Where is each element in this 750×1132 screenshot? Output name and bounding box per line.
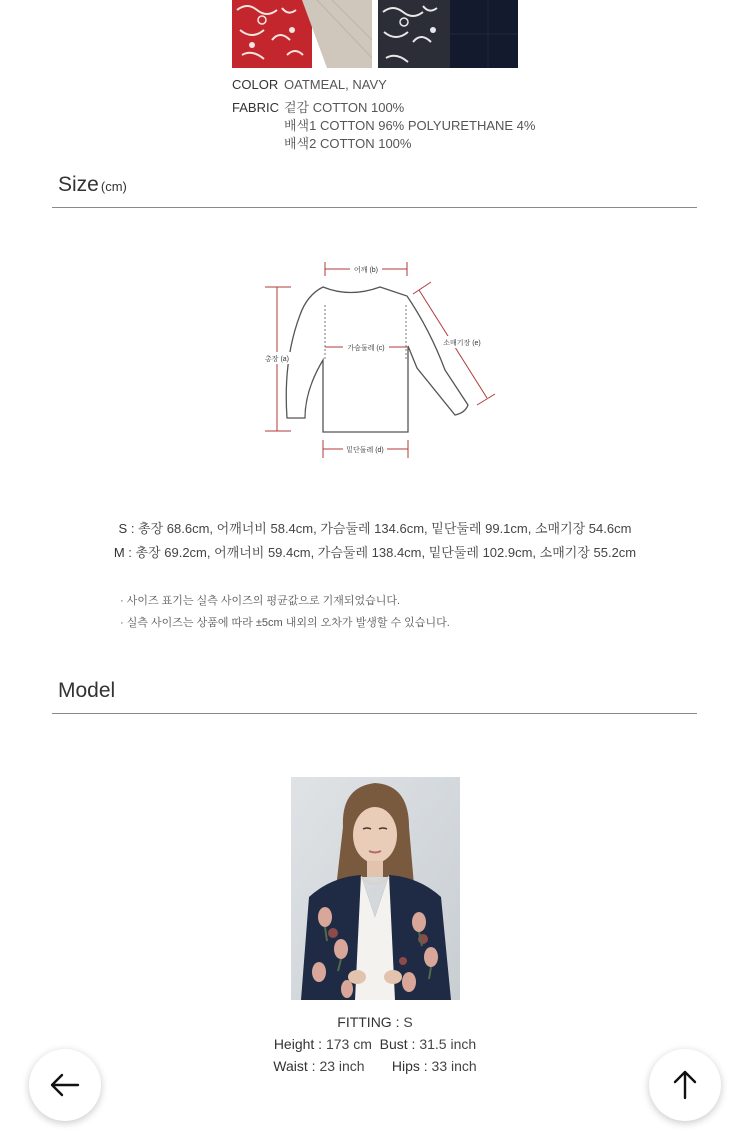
hem-label: 밑단둘레 (d) [346,447,384,454]
color-label: COLOR [232,77,279,92]
size-measurements: : 총장 69.2cm, 어깨너비 59.4cm, 가슴둘레 138.4cm, 밑단둘레 102.9cm, 소매기장 55.2cm [124,545,637,560]
size-title-text: Size [58,173,99,196]
fabric-spec [232,99,632,155]
fabric-label: FABRIC [232,100,279,115]
fabric-swatch-oatmeal [232,0,372,68]
bust-value: 31.5 inch [415,1036,477,1052]
chest-label: 가슴둘레 (c) [347,345,385,352]
size-section-title [58,173,127,197]
sleeve-label: 소매기장 (e) [443,340,481,347]
scroll-top-button[interactable] [649,1049,721,1121]
size-row-s [0,518,750,537]
arrow-up-icon [668,1068,702,1102]
fabric-swatch-navy [378,0,518,68]
back-button[interactable] [29,1049,101,1121]
size-measurements: : 총장 68.6cm, 어깨너비 58.4cm, 가슴둘레 134.6cm, 밑단둘레 99.1cm, 소매기장 54.6cm [127,521,632,536]
fabric-line: 배색2 COTTON 100% [284,136,412,151]
shoulder-label: 어깨 (b) [353,267,379,274]
size-note: · 사이즈 표기는 실측 사이즈의 평균값으로 기재되었습니다. [120,595,401,607]
fitting-label: FITTING : [337,1014,400,1030]
size-unit: (cm) [100,179,127,194]
height-value: 173 cm [322,1036,372,1052]
fitting-value: S [399,1014,413,1030]
height-bust-info [0,1036,750,1052]
size-row-m [0,542,750,561]
fabric-line: 배색1 COTTON 96% POLYURETHANE 4% [284,118,536,133]
size-code: S [118,521,128,536]
bust-label: Bust : [379,1036,416,1052]
section-divider [52,713,697,714]
size-note: · 실측 사이즈는 상품에 따라 ±5cm 내외의 오차가 발생할 수 있습니다. [120,617,450,629]
size-diagram [255,250,505,465]
hips-value: 33 inch [427,1058,477,1074]
model-section-title: Model [58,679,116,702]
waist-label: Waist : [273,1058,316,1074]
length-label: 총장 (a) [264,356,290,363]
size-code: M [113,545,125,560]
model-photo [291,777,460,1000]
height-label: Height : [273,1036,323,1052]
arrow-left-icon [48,1068,82,1102]
color-value: OATMEAL, NAVY [284,77,387,92]
hips-label: Hips : [391,1058,428,1074]
waist-value: 23 inch [315,1058,365,1074]
section-divider [52,207,697,208]
fitting-info [0,1014,750,1030]
waist-hips-info [0,1058,750,1074]
fabric-line: 겉감 COTTON 100% [284,100,405,115]
